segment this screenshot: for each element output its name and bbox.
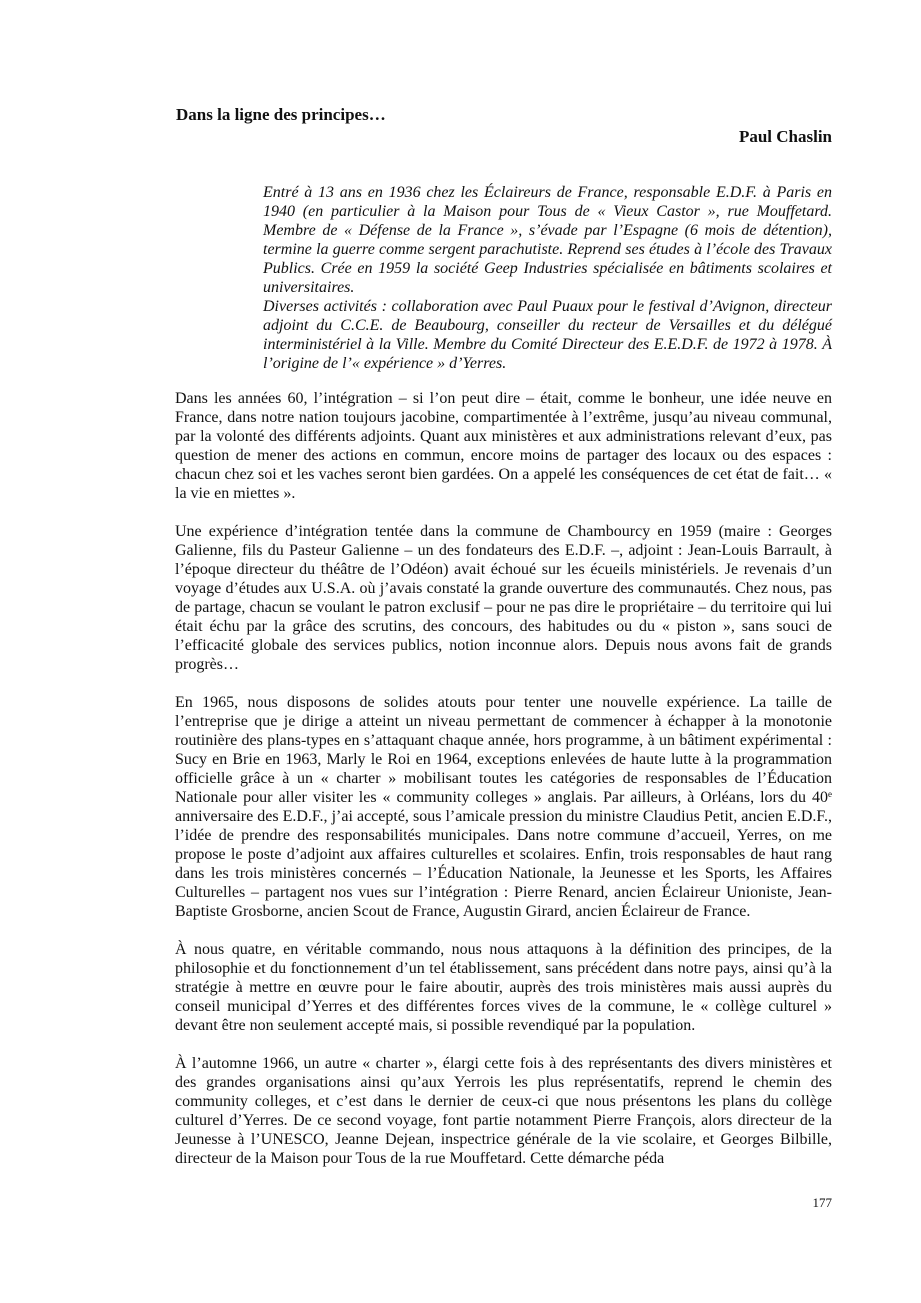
body-text-segment: En 1965, nous disposons de solides atouts pour tenter une nouvelle expérience. La taille de l’entreprise que je dirige a atteint un niveau permettant de commencer à échapper à la monotonie routinière des plans-types en s’attaquant chaque année, hors programme, à un bâtiment expérimental : Sucy en Brie en 1963, Marly le Roi en 1964, exceptions enlevées de haute lutte à la programmation officielle grâce à un « charter » mobilisant toutes les catégories de responsables de l’Éducation Nationale pour aller visiter les « community colleges » anglais. Par ailleurs, à Orléans, lors du 40 [175,694,832,806]
ordinal-superscript: e [828,789,832,799]
author-name: Paul Chaslin [738,127,832,146]
page-number: 177 [812,1195,832,1210]
body-paragraph: À nous quatre, en véritable commando, nous nous attaquons à la définition des principes, de la philosophie et du fonctionnement d’un tel établissement, sans précédent dans notre pays, ainsi qu’à la stratégie à mettre en œuvre pour le faire aboutir, auprès des trois ministères mais aussi auprès du conseil municipal d’Yerres et des différentes forces vives de la commune, le « collège culturel » devant être non seulement accepté mais, si possible revendiqué par la population. [175,941,832,1034]
body-paragraph [175,693,832,921]
bio-paragraph: Entré à 13 ans en 1936 chez les Éclaireurs de France, responsable E.D.F. à Paris en 1940 (en particulier à la Maison pour Tous de « Vieux Castor », rue Mouffetard. Membre de « Défense de la France », s’évade par l’Espagne (6 mois de détention), termine la guerre comme sergent parachutiste. Reprend ses études à l’école des Travaux Publics. Crée en 1959 la société Geep Industries spécialisée en bâtiments scolaires et universitaires. [263,184,832,296]
body-paragraph: Une expérience d’intégration tentée dans la commune de Chambourcy en 1959 (maire : Georges Galienne, fils du Pasteur Galienne – un des fondateurs des E.D.F. –, adjoint : Jean-Louis Barrault, à l’époque directeur du théâtre de l’Odéon) avait échoué sur les écueils ministériels. Je revenais d’un voyage d’études aux U.S.A. où j’avais constaté la grande ouverture des communautés. Chez nous, pas de partage, chacun se voulant le patron exclusif – pour ne pas dire le propriétaire – du territoire qui lui était échu par la grâce des scrutins, des concours, des habitudes ou du « piston », sans souci de l’efficacité globale des services publics, notion inconnue alors. Depuis nous avons fait de grands progrès… [175,523,832,673]
article-title: Dans la ligne des principes… [176,105,386,124]
body-paragraph: À l’automne 1966, un autre « charter », élargi cette fois à des représentants des divers ministères et des grandes organisations ainsi qu’aux Yerrois les plus représentatifs, reprend le chemin des community colleges, et c’est dans le dernier de ceux-ci que nous présentons les plans du collège culturel d’Yerres. De ce second voyage, font partie notamment Pierre François, alors directeur de la Jeunesse à l’UNESCO, Jeanne Dejean, inspectrice générale de la vie scolaire, et Georges Bilbille, directeur de la Maison pour Tous de la rue Mouffetard. Cette démarche péda [175,1055,832,1167]
body-paragraph: Dans les années 60, l’intégration – si l’on peut dire – était, comme le bonheur, une idée neuve en France, dans notre nation toujours jacobine, compartimentée à l’extrême, jusqu’au niveau communal, par la volonté des différents adjoints. Quant aux ministères et aux administrations relevant d’eux, pas question de mener des actions en commun, encore moins de partager des locaux ou des espaces : chacun chez soi et les vaches seront bien gardées. On a appelé les conséquences de cet état de fait… « la vie en miettes ». [175,390,832,502]
article-body [175,389,832,1187]
author-bio [263,183,832,373]
bio-paragraph: Diverses activités : collaboration avec Paul Puaux pour le festival d’Avignon, directeur adjoint du C.C.E. de Beaubourg, conseiller du recteur de Versailles et du délégué interministériel à la Ville. Membre du Comité Directeur des E.E.D.F. de 1972 à 1978. À l’origine de l’« expérience » d’Yerres. [263,298,832,372]
body-text-segment: anniversaire des E.D.F., j’ai accepté, sous l’amicale pression du ministre Claudius Petit, ancien E.D.F., l’idée de prendre des responsabilités municipales. Dans notre commune d’accueil, Yerres, on me propose le poste d’adjoint aux affaires culturelles et scolaires. Enfin, trois responsables de haut rang dans les trois ministères concernés – l’Éducation Nationale, la Jeunesse et les Sports, les Affaires Culturelles – partagent nos vues sur l’intégration : Pierre Renard, ancien Éclaireur Unioniste, Jean-Baptiste Grosborne, ancien Scout de France, Augustin Girard, ancien Éclaireur de France. [175,808,832,920]
